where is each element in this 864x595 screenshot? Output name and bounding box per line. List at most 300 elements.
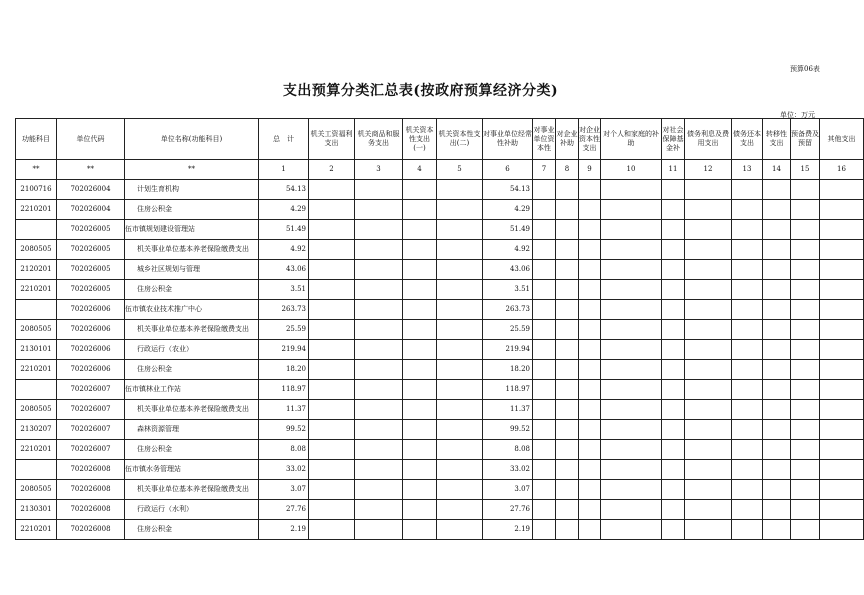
index-cell: 3 [355,160,403,180]
unit-code-cell: 702026007 [57,380,125,400]
amount-cell [601,200,662,220]
amount-cell [533,280,556,300]
function-code-cell [16,300,57,320]
unit-code-cell: 702026007 [57,440,125,460]
amount-cell [309,400,355,420]
amount-cell [355,360,403,380]
unit-name-cell: 住房公积金 [125,280,259,300]
amount-cell: 219.94 [483,340,533,360]
budget-table [15,118,864,540]
amount-cell [579,200,601,220]
index-cell: 11 [662,160,685,180]
unit-code-cell: 702026004 [57,200,125,220]
total-cell: 99.52 [259,420,309,440]
amount-cell [732,340,763,360]
amount-cell [791,260,820,280]
amount-cell [791,520,820,540]
amount-cell [403,480,437,500]
column-header: 功能科目 [16,119,57,160]
index-cell: 1 [259,160,309,180]
amount-cell [579,400,601,420]
amount-cell [791,240,820,260]
amount-cell [662,440,685,460]
amount-cell [579,380,601,400]
total-cell: 4.92 [259,240,309,260]
amount-cell [820,180,864,200]
amount-cell [403,200,437,220]
table-row [16,400,864,420]
amount-cell [556,400,579,420]
unit-name-cell: 行政运行（农业） [125,340,259,360]
amount-cell [732,280,763,300]
function-code-cell: 2210201 [16,440,57,460]
amount-cell [309,420,355,440]
amount-cell [791,220,820,240]
amount-cell [437,240,483,260]
function-code-cell: 2080505 [16,320,57,340]
function-code-cell: 2130101 [16,340,57,360]
table-row [16,180,864,200]
amount-cell [533,380,556,400]
amount-cell [403,420,437,440]
amount-cell [309,480,355,500]
amount-cell [403,320,437,340]
amount-cell [579,360,601,380]
amount-cell [820,260,864,280]
amount-cell [685,480,732,500]
amount-cell [820,280,864,300]
amount-cell [403,440,437,460]
amount-cell [763,220,791,240]
amount-cell [556,440,579,460]
amount-cell [355,400,403,420]
column-header: 预备费及预留 [791,119,820,160]
unit-name-cell: 伍市镇规划建设管理站 [125,220,259,240]
amount-cell [662,340,685,360]
amount-cell [355,320,403,340]
amount-cell [820,440,864,460]
amount-cell [403,500,437,520]
amount-cell: 263.73 [483,300,533,320]
amount-cell [403,180,437,200]
amount-cell [579,220,601,240]
amount-cell [556,420,579,440]
amount-cell [732,320,763,340]
column-header: 机关商品和服务支出 [355,119,403,160]
unit-code-cell: 702026006 [57,320,125,340]
amount-cell [533,240,556,260]
total-cell: 25.59 [259,320,309,340]
amount-cell [601,280,662,300]
table-row [16,240,864,260]
unit-name-cell: 伍市镇农业技术推广中心 [125,300,259,320]
amount-cell [685,520,732,540]
table-row [16,420,864,440]
form-number: 预算06表 [790,65,820,73]
amount-cell [791,400,820,420]
amount-cell [763,300,791,320]
column-header: 对企业补助 [556,119,579,160]
amount-cell: 18.20 [483,360,533,380]
amount-cell [309,500,355,520]
total-cell: 11.37 [259,400,309,420]
amount-cell [579,440,601,460]
amount-cell [732,420,763,440]
amount-cell [556,300,579,320]
amount-cell [355,340,403,360]
amount-cell: 3.51 [483,280,533,300]
index-cell: 15 [791,160,820,180]
amount-cell [685,240,732,260]
amount-cell [403,380,437,400]
amount-cell [556,180,579,200]
amount-cell [437,400,483,420]
column-header: 机关工资福利支出 [309,119,355,160]
amount-cell [791,440,820,460]
function-code-cell [16,460,57,480]
amount-cell: 8.08 [483,440,533,460]
amount-cell [533,480,556,500]
amount-cell [601,300,662,320]
index-cell: 16 [820,160,864,180]
amount-cell [437,340,483,360]
amount-cell [820,300,864,320]
amount-cell [533,520,556,540]
function-code-cell: 2080505 [16,240,57,260]
unit-name-cell: 住房公积金 [125,440,259,460]
amount-cell [685,260,732,280]
amount-cell [601,320,662,340]
amount-cell [791,340,820,360]
table-row [16,200,864,220]
amount-cell [763,400,791,420]
unit-name-cell: 住房公积金 [125,520,259,540]
amount-cell [662,200,685,220]
amount-cell [309,220,355,240]
unit-name-cell: 机关事业单位基本养老保险缴费支出 [125,480,259,500]
amount-cell [685,420,732,440]
amount-cell [601,360,662,380]
amount-cell [556,480,579,500]
amount-cell: 4.29 [483,200,533,220]
amount-cell [556,500,579,520]
amount-cell [763,180,791,200]
unit-code-cell: 702026007 [57,400,125,420]
index-cell: 12 [685,160,732,180]
table-row [16,360,864,380]
function-code-cell [16,220,57,240]
unit-code-cell: 702026008 [57,500,125,520]
table-row [16,340,864,360]
function-code-cell: 2210201 [16,200,57,220]
amount-cell [556,320,579,340]
amount-cell [579,480,601,500]
amount-cell: 33.02 [483,460,533,480]
amount-cell [437,440,483,460]
amount-cell [355,200,403,220]
unit-code-cell: 702026007 [57,420,125,440]
total-cell: 51.49 [259,220,309,240]
unit-code-cell: 702026006 [57,300,125,320]
amount-cell: 3.07 [483,480,533,500]
amount-cell [556,340,579,360]
table-row [16,300,864,320]
amount-cell [763,480,791,500]
amount-cell [556,220,579,240]
amount-cell [662,320,685,340]
index-cell: 6 [483,160,533,180]
amount-cell [732,260,763,280]
amount-cell [403,280,437,300]
column-header: 对企业资本性支出 [579,119,601,160]
amount-cell [791,180,820,200]
column-header: 单位名称(功能科目) [125,119,259,160]
amount-cell [662,180,685,200]
amount-cell [309,300,355,320]
amount-cell [309,180,355,200]
amount-cell: 4.92 [483,240,533,260]
amount-cell [820,240,864,260]
amount-cell [685,220,732,240]
function-code-cell: 2080505 [16,480,57,500]
header-row [16,119,864,160]
amount-cell [732,360,763,380]
unit-code-cell: 702026005 [57,240,125,260]
amount-cell [601,400,662,420]
amount-cell [309,200,355,220]
amount-cell [685,440,732,460]
amount-cell [662,420,685,440]
amount-cell: 11.37 [483,400,533,420]
function-code-cell: 2080505 [16,400,57,420]
column-header: 对事业单位资本性 [533,119,556,160]
amount-cell [791,480,820,500]
amount-cell [763,240,791,260]
total-cell: 118.97 [259,380,309,400]
amount-cell [685,180,732,200]
amount-cell [601,500,662,520]
amount-cell [437,300,483,320]
function-code-cell: 2210201 [16,280,57,300]
amount-cell [662,460,685,480]
amount-cell [685,400,732,420]
amount-cell [533,300,556,320]
unit-name-cell: 森林资源管理 [125,420,259,440]
function-code-cell: 2130207 [16,420,57,440]
function-code-cell: 2130301 [16,500,57,520]
amount-cell [662,280,685,300]
amount-cell [732,300,763,320]
table-row [16,220,864,240]
column-header: 单位代码 [57,119,125,160]
amount-cell [355,240,403,260]
function-code-cell: 2210201 [16,520,57,540]
amount-cell [601,520,662,540]
amount-cell [763,320,791,340]
amount-cell [662,260,685,280]
amount-cell [763,280,791,300]
amount-cell [791,300,820,320]
amount-cell [820,340,864,360]
amount-cell [685,300,732,320]
column-header: 总 计 [259,119,309,160]
amount-cell [763,260,791,280]
amount-cell [579,460,601,480]
amount-cell [403,360,437,380]
unit-code-cell: 702026008 [57,520,125,540]
amount-cell [309,260,355,280]
amount-cell [403,240,437,260]
total-cell: 2.19 [259,520,309,540]
table-row [16,320,864,340]
amount-cell [309,440,355,460]
table-row [16,440,864,460]
amount-cell [601,240,662,260]
amount-cell [579,180,601,200]
amount-cell [437,500,483,520]
amount-cell [732,220,763,240]
unit-code-cell: 702026008 [57,480,125,500]
amount-cell [533,440,556,460]
amount-cell [662,520,685,540]
amount-cell [533,400,556,420]
amount-cell: 43.06 [483,260,533,280]
amount-cell [309,460,355,480]
total-cell: 54.13 [259,180,309,200]
amount-cell [533,500,556,520]
amount-cell [685,380,732,400]
amount-cell: 54.13 [483,180,533,200]
amount-cell [732,180,763,200]
amount-cell [685,280,732,300]
amount-cell [791,500,820,520]
amount-cell [579,340,601,360]
amount-cell [403,260,437,280]
amount-cell [820,200,864,220]
column-header: 对个人和家庭的补助 [601,119,662,160]
index-cell: 7 [533,160,556,180]
amount-cell [437,480,483,500]
amount-cell [579,500,601,520]
amount-cell [763,360,791,380]
index-cell: 2 [309,160,355,180]
amount-cell [763,380,791,400]
amount-cell [309,240,355,260]
index-cell: ** [125,160,259,180]
amount-cell [732,440,763,460]
index-cell: 8 [556,160,579,180]
amount-cell [685,460,732,480]
amount-cell [556,200,579,220]
amount-cell [791,460,820,480]
amount-cell [579,420,601,440]
page-title: 支出预算分类汇总表(按政府预算经济分类) [282,83,559,99]
amount-cell [309,280,355,300]
total-cell: 3.07 [259,480,309,500]
table-row [16,460,864,480]
total-cell: 33.02 [259,460,309,480]
amount-cell [533,260,556,280]
column-header: 机关资本性支出(一) [403,119,437,160]
amount-cell [556,280,579,300]
amount-cell [732,460,763,480]
amount-cell [579,520,601,540]
unit-label: 单位：万元 [780,111,815,119]
amount-cell [601,380,662,400]
unit-name-cell: 行政运行（水利） [125,500,259,520]
index-cell: 5 [437,160,483,180]
amount-cell [355,480,403,500]
amount-cell [685,320,732,340]
table-row [16,500,864,520]
unit-name-cell: 城乡社区规划与管理 [125,260,259,280]
amount-cell [601,180,662,200]
amount-cell [403,460,437,480]
amount-cell [437,420,483,440]
amount-cell [601,260,662,280]
amount-cell [820,460,864,480]
function-code-cell: 2120201 [16,260,57,280]
amount-cell: 51.49 [483,220,533,240]
amount-cell [556,380,579,400]
index-cell: 9 [579,160,601,180]
amount-cell [732,520,763,540]
amount-cell [685,500,732,520]
unit-name-cell: 计划生育机构 [125,180,259,200]
amount-cell [662,220,685,240]
amount-cell [309,360,355,380]
index-row [16,160,864,180]
amount-cell [662,360,685,380]
unit-name-cell: 机关事业单位基本养老保险缴费支出 [125,240,259,260]
index-cell: 4 [403,160,437,180]
amount-cell [579,300,601,320]
amount-cell [601,220,662,240]
index-cell: 13 [732,160,763,180]
amount-cell [601,440,662,460]
amount-cell [355,300,403,320]
amount-cell [820,480,864,500]
amount-cell [791,200,820,220]
table-row [16,520,864,540]
amount-cell [355,460,403,480]
amount-cell [579,280,601,300]
amount-cell [355,260,403,280]
amount-cell [437,280,483,300]
unit-name-cell: 机关事业单位基本养老保险缴费支出 [125,320,259,340]
amount-cell [763,420,791,440]
amount-cell [437,320,483,340]
column-header: 债务还本支出 [732,119,763,160]
amount-cell [556,260,579,280]
amount-cell [601,480,662,500]
amount-cell [309,340,355,360]
amount-cell [662,380,685,400]
amount-cell [355,500,403,520]
amount-cell [820,520,864,540]
column-header: 对事业单位经常性补助 [483,119,533,160]
amount-cell [763,500,791,520]
amount-cell [791,320,820,340]
total-cell: 27.76 [259,500,309,520]
amount-cell [556,360,579,380]
amount-cell: 27.76 [483,500,533,520]
amount-cell [601,460,662,480]
amount-cell [791,380,820,400]
amount-cell [732,500,763,520]
unit-code-cell: 702026005 [57,260,125,280]
index-cell: 14 [763,160,791,180]
